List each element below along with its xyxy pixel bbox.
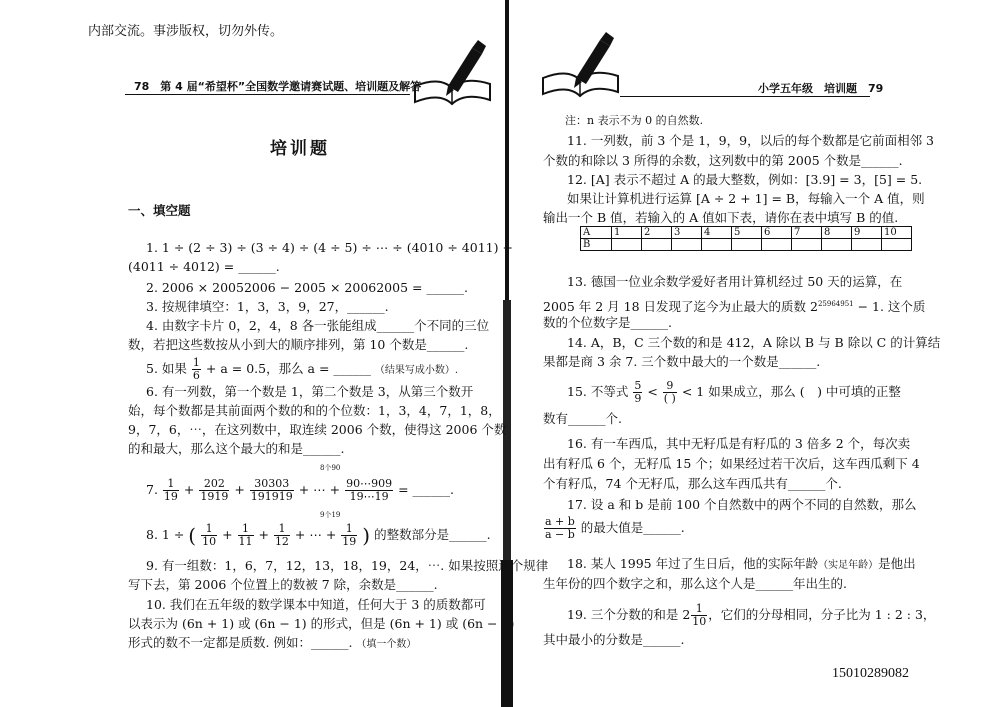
q13-text-post: − 1. 这个质 xyxy=(853,299,926,315)
question-7: 7. $\frac{1}{19}$ + $\frac{202}{1919}$ + $\frac{30303}{191919}$ + ⋯ + $\frac{90\cdots 909}{19\cdots 19}$ = ______. xyxy=(146,477,455,503)
question-9-line-1: 9. 有一组数：1，6，7，12，13，18，19，24，⋯. 如果按照这个规律 xyxy=(146,558,549,573)
q13-text: 2005 年 2 月 18 日发现了迄今为止最大的质数 2 xyxy=(543,299,818,315)
question-11-line-2: 个数的和除以 3 所得的余数，这列数中的第 2005 个数是______. xyxy=(543,153,903,168)
q15-f1-den: 9 xyxy=(634,392,642,405)
q18-text: 18. 某人 1995 年过了生日后，他的实际年龄 xyxy=(567,556,819,571)
q19-num: 1 xyxy=(691,603,707,616)
q5-denominator: 6 xyxy=(192,369,200,382)
q17-den: a − b xyxy=(545,528,575,541)
table-cell: 5 xyxy=(732,227,762,239)
table-cell: 10 xyxy=(882,227,912,239)
table-cell xyxy=(792,239,822,251)
question-18-line-1 xyxy=(567,556,916,574)
question-3: 3. 按规律填空：1，3，3，9，27，______. xyxy=(146,299,389,314)
question-4-line-2: 数，若把这些数按从小到大的顺序排列，第 10 个数是______. xyxy=(128,337,469,352)
right-page-header: 小学五年级 培训题 79 xyxy=(758,82,884,95)
question-16-line-2: 出有籽瓜 6 个，无籽瓜 15 个；如果经过若干次后，这车西瓜剩下 4 xyxy=(543,456,920,471)
phone-number: 15010289082 xyxy=(832,666,909,681)
ab-table xyxy=(580,226,912,251)
question-16-line-1: 16. 有一车西瓜，其中无籽瓜是有籽瓜的 3 倍多 2 个，每次卖 xyxy=(567,436,911,451)
question-2: 2. 2006 × 20052006 − 2005 × 20062005 = ______. xyxy=(146,280,468,295)
table-cell: 7 xyxy=(792,227,822,239)
section-heading: 一、填空题 xyxy=(128,203,191,218)
question-17-line-2 xyxy=(543,516,685,541)
question-19-line-2: 其中最小的分数是______. xyxy=(543,632,685,647)
q7-tail: = ______. xyxy=(398,482,455,497)
question-15-line-1: 15. 不等式 $\frac{5}{9}$ < $\frac{9}{( )}$ < 1 如果成立，那么 ( ) 中可填的正整 xyxy=(567,379,901,405)
question-10-line-3 xyxy=(128,635,416,653)
question-1-line-1: 1. 1 ÷ (2 ÷ 3) ÷ (3 ÷ 4) ÷ (4 ÷ 5) ÷ ⋯ ÷ (4010 ÷ 4011) ÷ xyxy=(146,240,513,255)
watermark-text: 内部交流。事涉版权，切勿外传。 xyxy=(88,24,284,39)
q7-f3-num: 30303 xyxy=(250,478,294,491)
q7-f4-den: 19⋯19 xyxy=(349,490,389,503)
q15-f2-den: ( ) xyxy=(663,392,676,405)
q7-label: 7. xyxy=(146,482,158,497)
q7-f1-den: 19 xyxy=(163,490,178,503)
q8-f3-den: 12 xyxy=(274,535,289,548)
q18-text-2: 是他出 xyxy=(878,556,916,571)
table-cell: 6 xyxy=(762,227,792,239)
q5-note: （结果写成小数）. xyxy=(374,365,459,376)
question-13-line-1: 13. 德国一位业余数学爱好者用计算机经过 50 天的运算，在 xyxy=(567,274,903,289)
question-15-line-2: 数有______个. xyxy=(543,411,622,426)
question-6-line-2: 始，每个数都是其前面两个数的和的个位数：1，3，4，7，1，8， xyxy=(128,403,501,418)
question-12-line-2: 如果让计算机进行运算 [A ÷ 2 + 1] = B，每输入一个 A 值，则 xyxy=(567,191,925,206)
question-9-line-2: 写下去，第 2006 个位置上的数被 7 除，余数是______. xyxy=(128,577,438,592)
question-16-line-3: 个有籽瓜，74 个无籽瓜，那么这车西瓜共有______个. xyxy=(543,476,842,491)
note-text: 注：n 表示不为 0 的自然数. xyxy=(565,114,704,127)
right-header-rule xyxy=(620,96,870,97)
book-spine xyxy=(498,0,516,707)
question-8: 8. 1 ÷ ( $\frac{1}{10}$ + $\frac{1}{11}$ + $\frac{1}{12}$ + ⋯ + $\frac{1}{19}$ ) 的整数部分是______. xyxy=(146,522,491,548)
table-cell xyxy=(612,239,642,251)
question-17-line-1: 17. 设 a 和 b 是前 100 个自然数中的两个不同的自然数，那么 xyxy=(567,497,917,512)
question-14-line-2: 果都是商 3 余 7. 三个数中最大的一个数是______. xyxy=(543,354,821,369)
q8-suffix: 的整数部分是______. xyxy=(374,527,491,542)
table-cell xyxy=(732,239,762,251)
table-cell: 4 xyxy=(702,227,732,239)
q10-text: 形式的数不一定都是质数. 例如：______. xyxy=(128,635,353,650)
table-row-b xyxy=(581,239,912,251)
q19-suffix: ，它们的分母相同，分子比为 1 : 2 : 3， xyxy=(708,607,936,622)
q5-suffix: + a = 0.5，那么 a = ______ xyxy=(205,361,371,376)
table-cell xyxy=(882,239,912,251)
q7-f2-den: 1919 xyxy=(200,490,229,503)
question-6-line-4: 的和最大，那么这个最大的和是______. xyxy=(128,441,345,456)
table-cell: A xyxy=(581,227,612,239)
question-18-line-2: 生年份的四个数字之和，那么这个人是______年出生的. xyxy=(543,576,847,591)
table-cell xyxy=(672,239,702,251)
q5-numerator: 1 xyxy=(192,356,200,369)
question-19-line-1 xyxy=(567,603,935,628)
question-6-line-1: 6. 有一列数，第一个数是 1，第二个数是 3，从第三个数开 xyxy=(146,384,474,399)
q7-f2-num: 202 xyxy=(199,478,229,491)
q7-bottom-brace-label: 9个19 xyxy=(320,511,341,519)
left-page-header: 78 第 4 届“希望杯”全国数学邀请赛试题、培训题及解答 xyxy=(134,80,422,93)
q8-f1-num: 1 xyxy=(201,523,217,536)
q15-suffix: < 1 如果成立，那么 ( ) 中可填的正整 xyxy=(681,384,901,399)
page-title: 培训题 xyxy=(270,139,330,159)
question-10-line-2: 以表示为 (6n + 1) 或 (6n − 1) 的形式，但是 (6n + 1) 或 (6n − 1) xyxy=(128,616,515,631)
q7-f1-num: 1 xyxy=(163,478,179,491)
table-cell xyxy=(762,239,792,251)
table-cell: 8 xyxy=(822,227,852,239)
question-11-line-1: 11. 一列数，前 3 个是 1，9，9，以后的每个数都是它前面相邻 3 xyxy=(567,133,935,148)
q17-num: a + b xyxy=(545,515,575,528)
table-cell: 2 xyxy=(642,227,672,239)
table-cell xyxy=(642,239,672,251)
q8-f3-num: 1 xyxy=(274,523,290,536)
table-cell: B xyxy=(581,239,612,251)
q15-f1-num: 5 xyxy=(634,379,642,392)
question-6-line-3: 9，7，6，⋯，在这列数中，取连续 2006 个数，使得这 2006 个数 xyxy=(128,422,507,437)
q8-f4-num: 1 xyxy=(341,523,357,536)
q8-f2-den: 11 xyxy=(238,535,253,548)
q7-top-brace-label: 8个90 xyxy=(320,464,341,472)
question-5 xyxy=(146,357,458,382)
q5-prefix: 5. 如果 xyxy=(146,361,187,376)
table-cell: 3 xyxy=(672,227,702,239)
table-cell xyxy=(822,239,852,251)
question-4-line-1: 4. 由数字卡片 0，2，4，8 各一张能组成______个不同的三位 xyxy=(146,318,490,333)
q8-f1-den: 10 xyxy=(202,535,217,548)
q5-fraction xyxy=(192,357,201,382)
q10-note: （填一个数） xyxy=(356,639,417,650)
question-13-line-3: 数的个位数字是______. xyxy=(543,315,672,330)
left-header-rule xyxy=(125,94,410,95)
question-10-line-1: 10. 我们在五年级的数学课本中知道，任何大于 3 的质数都可 xyxy=(146,597,486,612)
q15-f2-num: 9 xyxy=(663,380,677,393)
q19-prefix: 19. 三个分数的和是 2 xyxy=(567,607,691,622)
table-row-a xyxy=(581,227,912,239)
pen-book-icon-right xyxy=(538,30,623,98)
q8-prefix: 8. 1 ÷ xyxy=(146,527,185,542)
table-cell: 9 xyxy=(852,227,882,239)
q8-f2-num: 1 xyxy=(238,523,254,536)
question-12-line-3: 输出一个 B 值，若输入的 A 值如下表，请你在表中填写 B 的值. xyxy=(543,210,899,225)
q19-den: 10 xyxy=(692,615,707,628)
q7-f3-den: 191919 xyxy=(250,490,293,503)
q7-f4-num: 90⋯909 xyxy=(346,477,393,490)
question-1-line-2: (4011 ÷ 4012) = ______. xyxy=(128,259,280,274)
question-14-line-1: 14. A，B，C 三个数的和是 412，A 除以 B 与 B 除以 C 的计算结 xyxy=(567,335,941,350)
question-13-line-2 xyxy=(543,296,925,315)
table-cell xyxy=(702,239,732,251)
q17-suffix: 的最大值是______. xyxy=(580,520,685,535)
question-12-line-1: 12. [A] 表示不超过 A 的最大整数，例如：[3.9] = 3，[5] = 5. xyxy=(567,172,923,187)
q13-exponent: 25964951 xyxy=(817,300,854,308)
q8-f4-den: 19 xyxy=(342,535,357,548)
q18-note: （实足年龄） xyxy=(818,560,879,571)
pen-book-icon xyxy=(410,38,495,106)
table-cell: 1 xyxy=(612,227,642,239)
q15-prefix: 15. 不等式 xyxy=(567,384,629,399)
table-cell xyxy=(852,239,882,251)
